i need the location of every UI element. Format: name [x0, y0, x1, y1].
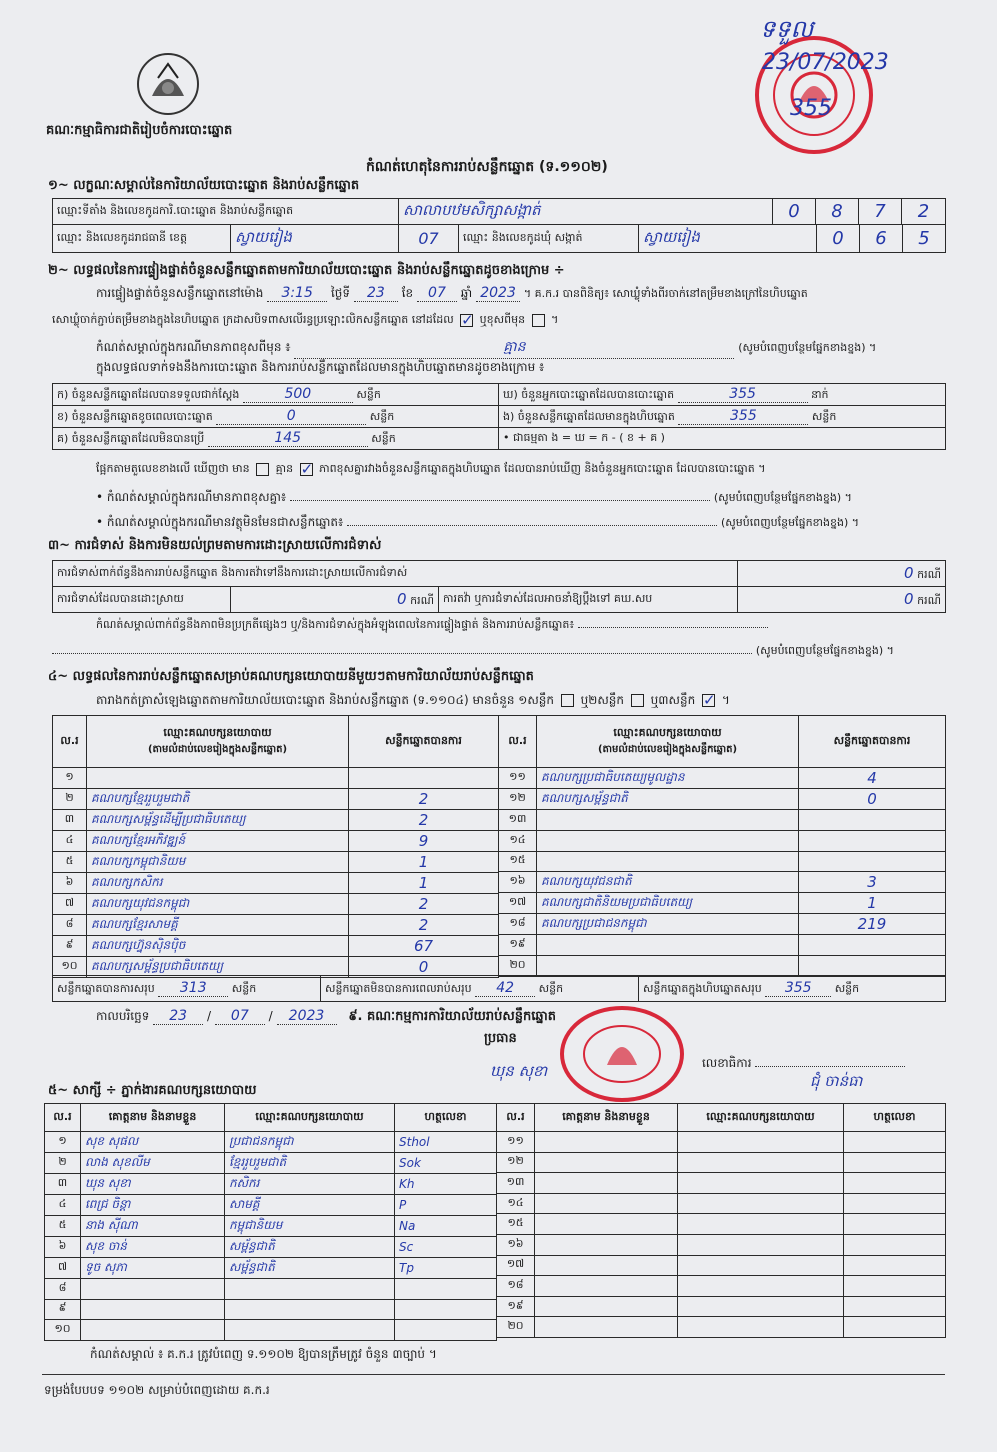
three-sheet-checkbox[interactable] [702, 694, 715, 707]
witness-row [497, 1234, 946, 1255]
witness-name [535, 1193, 678, 1214]
section4-heading: ៤~ លទ្ធផលនៃការរាប់សន្លឹកឆ្នោតសម្រាប់គណបក្សនយោបាយនីមួយៗតាមការិយាល័យរាប់សន្លឹកឆ្នោត [48, 669, 534, 684]
row-number: ៤ [53, 830, 87, 851]
discrepancy-yes-checkbox[interactable] [256, 463, 269, 476]
witness-row [45, 1153, 497, 1174]
witness-col-name: គោត្តនាម និងនាមខ្លួន [81, 1104, 225, 1132]
results-row [53, 768, 499, 789]
date-day: 23 [153, 1008, 203, 1025]
results-row [499, 851, 946, 872]
province-value: ស្វាយរៀង [231, 225, 399, 253]
date-line: កាលបរិច្ឆេទ 23 / 07 / 2023 ៩. គណៈកម្មការការិយាល័យរាប់សន្លឹកឆ្នោត [96, 1008, 556, 1024]
party-votes: 1 [349, 851, 499, 872]
party-votes [799, 935, 946, 956]
province-code: 07 [399, 225, 459, 253]
office-label: ៩. គណៈកម្មការការិយាល័យរាប់សន្លឹកឆ្នោត [348, 1009, 556, 1024]
row-number: ១៥ [497, 1214, 535, 1235]
witness-name [535, 1173, 678, 1194]
witness-party: សម្ព័ន្ធជាតិ [225, 1258, 395, 1279]
witness-row [45, 1174, 497, 1195]
witness-col-party: ឈ្មោះគណបក្សនយោបាយ [678, 1104, 844, 1132]
party-votes: 0 [799, 789, 946, 810]
witness-col-party: ឈ្មោះគណបក្សនយោបាយ [225, 1104, 395, 1132]
commune-code-digit: 6 [860, 225, 903, 253]
party-name: គណបក្សកម្ពុជានិយម [87, 851, 349, 872]
witness-party [678, 1234, 844, 1255]
party-votes [349, 768, 499, 789]
one-sheet-checkbox[interactable] [561, 694, 574, 707]
party-votes: 67 [349, 935, 499, 956]
witness-signature [844, 1234, 946, 1255]
party-name [537, 935, 799, 956]
witness-name [535, 1132, 678, 1153]
unchanged-checkbox[interactable] [460, 314, 473, 327]
chair-label: ប្រធាន [484, 1031, 517, 1046]
party-name: គណបក្សយុវជនកម្ពុជា [87, 893, 349, 914]
witness-party [225, 1279, 395, 1300]
row-number: ៦ [45, 1237, 81, 1258]
voters-voted: 355 [678, 386, 808, 403]
secretary-signature: ជុំ ចាន់ធា [810, 1072, 863, 1090]
witness-row [497, 1255, 946, 1276]
party-votes [799, 956, 946, 977]
witness-col-no: ល.រ [497, 1104, 535, 1132]
results-row [499, 830, 946, 851]
witness-name: លាង សុខលីម [81, 1153, 225, 1174]
results-row [499, 810, 946, 831]
row-number: ១៤ [497, 1193, 535, 1214]
witness-name [81, 1299, 225, 1320]
witness-name [81, 1279, 225, 1300]
witness-signature [844, 1276, 946, 1297]
commune-value: ស្វាយរៀង [639, 225, 817, 253]
witness-name [535, 1255, 678, 1276]
party-votes: 2 [349, 809, 499, 830]
results-row [499, 914, 946, 935]
row-number: ១៩ [497, 1296, 535, 1317]
row-number: ៩ [45, 1299, 81, 1320]
formula: • ជាធម្មតា ង = ឃ = ក - ( ខ + គ ) [499, 428, 946, 450]
change-note-line: កំណត់សម្គាល់ក្នុងករណីមានភាពខុសពីមុន ៖ គ្មាន (សូមបំពេញបន្ថែមផ្នែកខាងខ្នង) ។ [96, 337, 876, 359]
receipt-date: 23/07/2023 [762, 50, 889, 75]
section1-table [52, 198, 946, 225]
results-row [53, 914, 499, 935]
form-title: កំណត់ហេតុនៃការរាប់សន្លឹកឆ្នោត (ទ.១១០២) [366, 159, 608, 175]
row-number: ១៥ [499, 851, 537, 872]
party-name: គណបក្សសម្ព័ន្ធប្រជាធិបតេយ្យ [87, 956, 349, 977]
col-party: ឈ្មោះគណបក្សនយោបាយ (តាមលំដាប់លេខរៀងក្នុងសន្លឹកឆ្នោត) [537, 716, 799, 768]
row-number: ១៣ [497, 1173, 535, 1194]
witness-signature [844, 1214, 946, 1235]
org-name: គណៈកម្មាធិការជាតិរៀបចំការបោះឆ្នោត [46, 123, 233, 138]
witness-party [678, 1132, 844, 1153]
results-row [53, 788, 499, 809]
row-number: ៣ [45, 1174, 81, 1195]
receipt-title: ទទួល [760, 15, 814, 43]
station-label: ឈ្មោះទីតាំង និងលេខកូដការិ.បោះឆ្នោត និងរាប់សន្លឹកឆ្នោត [53, 199, 399, 225]
witness-name: ពេជ្រ ចិន្តា [81, 1195, 225, 1216]
witness-signature: Kh [395, 1174, 497, 1195]
row-number: ៤ [45, 1195, 81, 1216]
row-number: ១១ [499, 768, 537, 789]
ballot-count-table: ក) ចំនួនសន្លឹកឆ្នោតដែលបានទទួលជាក់ស្តែង 500 សន្លឹក ឃ) ចំនួនអ្នកបោះឆ្នោតដែលបានបោះឆ្នោត 355 នាក់ ខ) ចំនួនសន្លឹកឆ្នោតខូចពេលបោះឆ្នោត 0 សន្លឹក ង) ចំនួនសន្លឹកឆ្នោតដែលមានក្នុងហិបឆ្នោត 355 សន្លឹក គ) ចំនួនសន្លឹកឆ្នោតដែលមិនបានប្រើ 145 សន្លឹក • ជាធម្មតា ង = ឃ = ក - ( ខ + គ ) [52, 383, 946, 450]
witness-row [45, 1258, 497, 1279]
witness-name [535, 1276, 678, 1297]
results-row [53, 935, 499, 956]
party-votes [799, 851, 946, 872]
party-name: គណបក្សខ្មែរអភិវឌ្ឍន៍ [87, 830, 349, 851]
results-row [53, 851, 499, 872]
results-row [53, 830, 499, 851]
party-name: គណបក្សប្រជាធិបតេយ្យមូលដ្ឋាន [537, 768, 799, 789]
witness-party [678, 1152, 844, 1173]
party-votes: 9 [349, 830, 499, 851]
witness-row [497, 1193, 946, 1214]
results-table-left [52, 715, 499, 978]
row-number: ២ [53, 788, 87, 809]
party-votes: 219 [799, 914, 946, 935]
witness-col-name: គោត្តនាម និងនាមខ្លួន [535, 1104, 678, 1132]
witness-name: សុខ ចាន់ [81, 1237, 225, 1258]
witness-signature [844, 1296, 946, 1317]
row-number: ១០ [45, 1320, 81, 1341]
witness-party [678, 1276, 844, 1297]
witness-table-right [496, 1103, 946, 1338]
discrepancy-no-checkbox[interactable] [300, 463, 313, 476]
row-number: ២០ [499, 956, 537, 977]
witness-row [45, 1216, 497, 1237]
witness-table-left [44, 1103, 497, 1341]
witness-signature [844, 1317, 946, 1338]
verification-month: 07 [417, 285, 457, 302]
row-number: ១០ [53, 956, 87, 977]
party-votes: 4 [799, 768, 946, 789]
witness-party [678, 1317, 844, 1338]
row-number: ១៤ [499, 830, 537, 851]
witness-party: កម្ពុជានិយម [225, 1216, 395, 1237]
witness-row [45, 1320, 497, 1341]
row-number: ១ [45, 1132, 81, 1153]
total-invalid: 42 [475, 980, 535, 997]
station-code-digit: 8 [816, 199, 859, 225]
party-votes: 1 [349, 872, 499, 893]
secretary-line: លេខាធិការ [702, 1055, 905, 1073]
changed-checkbox[interactable] [532, 314, 545, 327]
total-valid: 313 [158, 980, 228, 997]
party-votes: 2 [349, 914, 499, 935]
complaints-table: ការជំទាស់ពាក់ព័ន្ធនឹងការរាប់សន្លឹកឆ្នោត និងការតវ៉ាទៅនឹងការដោះស្រាយលើការជំទាស់ 0 ករណី [52, 560, 946, 587]
row-number: ៥ [53, 851, 87, 872]
discrepancy-line: ផ្អែកតាមតួលេខខាងលើ ឃើញថា មាន គ្មាន ✓ ភាពខុសគ្នារវាងចំនួនសន្លឹកឆ្នោតក្នុងហិបឆ្នោត ដែលបានរាប់ឃើញ និងចំនួនអ្នកបោះឆ្នោត ដែលបានបោះឆ្នោត ។ [96, 462, 765, 478]
party-name: គណបក្សសម្ព័ន្ធជាតិ [537, 789, 799, 810]
row-number: ៨ [45, 1279, 81, 1300]
row-number: ៣ [53, 809, 87, 830]
witness-signature [844, 1193, 946, 1214]
commune-code-digit: 5 [903, 225, 946, 253]
verification-line: ការផ្ទៀងផ្ទាត់ចំនួនសន្លឹកឆ្នោតនៅម៉ោង 3:15 ថ្ងៃទី 23 ខែ 07 ឆ្នាំ 2023 ។ គ.ក.រ បានពិនិត្យ៖ សោឃ្លុំទាំងពីរចាក់នៅតម្រឹមខាងក្រៅនៃហិបឆ្នោត [96, 285, 808, 301]
witness-row [45, 1237, 497, 1258]
witness-row [497, 1214, 946, 1235]
party-votes [799, 810, 946, 831]
witness-signature [395, 1299, 497, 1320]
witness-signature [395, 1279, 497, 1300]
irregularity-note-line2: (សូមបំពេញបន្ថែមផ្នែកខាងខ្នង) ។ [52, 643, 894, 660]
witness-name [535, 1296, 678, 1317]
witness-party [225, 1320, 395, 1341]
chair-signature: ឃុន សុខា [490, 1062, 548, 1080]
witness-row [497, 1276, 946, 1297]
party-votes: 1 [799, 893, 946, 914]
witness-row [497, 1132, 946, 1153]
section1-table-row2 [52, 224, 946, 253]
commune-label: ឈ្មោះ និងលេខកូដឃុំ សង្កាត់ [459, 225, 639, 253]
witness-name: នាង ស៊ីណា [81, 1216, 225, 1237]
date-year: 2023 [277, 1008, 337, 1025]
office-stamp [560, 1006, 684, 1102]
footer-form: ទម្រង់បែបបទ ១១០២ សម្រាប់បំពេញដោយ គ.ក.រ [44, 1383, 270, 1397]
witness-name [535, 1152, 678, 1173]
station-value: សាលាបឋមសិក្សាសង្កាត់ [399, 199, 773, 225]
witness-signature: Na [395, 1216, 497, 1237]
results-row [53, 872, 499, 893]
row-number: ២០ [497, 1317, 535, 1338]
ballots-in-box: 355 [678, 408, 808, 425]
witness-row [497, 1317, 946, 1338]
results-table-right [498, 715, 946, 977]
results-row [499, 789, 946, 810]
tally-sheet-line: តារាងកត់ត្រាសំឡេងឆ្នោតតាមការិយាល័យបោះឆ្នោត និងរាប់សន្លឹកឆ្នោត (ទ.១១០៤) មានចំនួន ១សន្លឹក ឬ២សន្លឹក ឬ៣សន្លឹក ✓ ។ [96, 692, 730, 710]
appeal-count: 0 [904, 589, 914, 608]
province-label: ឈ្មោះ និងលេខកូដរាជធានី ខេត្ត [53, 225, 231, 253]
row-number: ១៨ [497, 1276, 535, 1297]
witness-row [45, 1279, 497, 1300]
row-number: ១៣ [499, 810, 537, 831]
results-row [499, 956, 946, 977]
row-number: ១ [53, 768, 87, 789]
witness-row [497, 1152, 946, 1173]
witness-col-sign: ហត្ថលេខា [844, 1104, 946, 1132]
witness-signature: Tp [395, 1258, 497, 1279]
witness-signature [844, 1255, 946, 1276]
witness-party: កសិករ [225, 1174, 395, 1195]
row-number: ៧ [45, 1258, 81, 1279]
party-name: គណបក្សជាតិនិយមប្រជាធិបតេយ្យ [537, 893, 799, 914]
witness-row [497, 1173, 946, 1194]
witness-party: ខ្មែររួបរួមជាតិ [225, 1153, 395, 1174]
witness-party [678, 1214, 844, 1235]
col-no: ល.រ [499, 716, 537, 768]
party-votes: 3 [799, 872, 946, 893]
ballots-received: 500 [243, 386, 353, 403]
receipt-number: 355 [790, 96, 832, 121]
witness-col-sign: ហត្ថលេខា [395, 1104, 497, 1132]
party-name [537, 810, 799, 831]
results-row [499, 872, 946, 893]
party-name: គណបក្សកសិករ [87, 872, 349, 893]
witness-name [535, 1317, 678, 1338]
complaints-table-row2: ការជំទាស់ដែលបានដោះស្រាយ 0 ករណី ការតវ៉ា ឬការជំទាស់ដែលអាចនាំឱ្យប្តឹងទៅ គឃ.សប 0 ករណី [52, 586, 946, 613]
row-number: ១២ [499, 789, 537, 810]
party-name: គណបក្សយុវជនជាតិ [537, 872, 799, 893]
witness-name [81, 1320, 225, 1341]
col-party: ឈ្មោះគណបក្សនយោបាយ (តាមលំដាប់លេខរៀងក្នុងសន្លឹកឆ្នោត) [87, 716, 349, 768]
witness-row [45, 1195, 497, 1216]
col-no: ល.រ [53, 716, 87, 768]
witness-row [497, 1296, 946, 1317]
results-row [499, 768, 946, 789]
witness-signature [395, 1320, 497, 1341]
ballots-spoiled: 0 [216, 408, 366, 425]
witness-row [45, 1132, 497, 1153]
witness-signature: Sc [395, 1237, 497, 1258]
witness-signature [844, 1173, 946, 1194]
totals-table: សន្លឹកឆ្នោតបានការសរុប 313 សន្លឹក សន្លឹកឆ្នោតមិនបានការពេលរាប់សរុប 42 សន្លឹក សន្លឹកឆ្នោតក្នុងហិបឆ្នោតសរុប 355 សន្លឹក [52, 975, 946, 1002]
emblem-icon [132, 48, 204, 118]
witness-party: សម្ព័ន្ធជាតិ [225, 1237, 395, 1258]
results-row [53, 893, 499, 914]
party-name [537, 956, 799, 977]
witness-signature [844, 1132, 946, 1153]
footer-divider [42, 1374, 945, 1375]
section1-heading: ១~ លក្ខណៈសម្គាល់នៃការិយាល័យបោះឆ្នោត និងរាប់សន្លឹកឆ្នោត [48, 178, 360, 193]
witness-party: សាមគ្គី [225, 1195, 395, 1216]
discrepancy-note: • កំណត់សម្គាល់ក្នុងករណីមានភាពខុសគ្នា៖ (សូមបំពេញបន្ថែមផ្នែកខាងខ្នង) ។ [96, 490, 852, 504]
resolved-label: ការជំទាស់ដែលបានដោះស្រាយ [53, 587, 231, 613]
party-votes: 2 [349, 893, 499, 914]
row-number: ៨ [53, 914, 87, 935]
witness-name [535, 1234, 678, 1255]
witness-party [225, 1299, 395, 1320]
party-name [537, 851, 799, 872]
party-votes: 2 [349, 788, 499, 809]
station-code-digit: 2 [902, 199, 946, 225]
witness-party: ប្រជាជនកម្ពុជា [225, 1132, 395, 1153]
verification-year: 2023 [476, 285, 520, 302]
witness-name: សុខ សុផល [81, 1132, 225, 1153]
irregularity-note: កំណត់សម្គាល់ពាក់ព័ន្ធនឹងភាពមិនប្រក្រតីផ្សេងៗ ឬ/និងការជំទាស់ក្នុងអំឡុងពេលនៃការផ្ទៀងផ្ទាត់ និងការរាប់សន្លឹកឆ្នោត៖ [96, 618, 768, 634]
row-number: ១៩ [499, 935, 537, 956]
row-number: ៧ [53, 893, 87, 914]
two-sheet-checkbox[interactable] [631, 694, 644, 707]
ballots-unused: 145 [208, 430, 368, 447]
section5-heading: ៥~ សាក្សី ÷ ភ្នាក់ងារគណបក្សនយោបាយ [48, 1083, 257, 1098]
witness-row [45, 1299, 497, 1320]
footer-note: កំណត់សម្គាល់ ៖ គ.ក.រ ត្រូវបំពេញ ទ.១១០២ ឱ្យបានត្រឹមត្រូវ ចំនួន ៣ច្បាប់ ។ [90, 1347, 437, 1361]
witness-signature: Sok [395, 1153, 497, 1174]
verification-time: 3:15 [267, 285, 327, 302]
party-name: គណបក្សប្រជាជនកម្ពុជា [537, 914, 799, 935]
row-number: ៦ [53, 872, 87, 893]
party-name [87, 768, 349, 789]
col-votes: សន្លឹកឆ្នោតបានការ [799, 716, 946, 768]
party-name: គណបក្សហ្វ៊ុនស៊ិនប៉ិច [87, 935, 349, 956]
row-number: ៩ [53, 935, 87, 956]
complaints-count: 0 [904, 563, 914, 582]
section2-heading: ២~ លទ្ធផលនៃការផ្ទៀងផ្ទាត់ចំនួនសន្លឹកឆ្នោតតាមការិយាល័យបោះឆ្នោត និងរាប់សន្លឹកឆ្នោតដូចខាងក្រោម ÷ [48, 263, 565, 278]
complaints-label: ការជំទាស់ពាក់ព័ន្ធនឹងការរាប់សន្លឹកឆ្នោត និងការតវ៉ាទៅនឹងការដោះស្រាយលើការជំទាស់ [53, 561, 738, 587]
change-note-value: គ្មាន [294, 337, 734, 359]
party-name: គណបក្សសម្ព័ន្ធដើម្បីប្រជាធិបតេយ្យ [87, 809, 349, 830]
foreign-object-note: • កំណត់សម្គាល់ក្នុងករណីមានវត្ថុមិនមែនជាសន្លឹកឆ្នោត៖ (សូមបំពេញបន្ថែមផ្នែកខាងខ្នង) ។ [96, 515, 860, 529]
appeal-label: ការតវ៉ា ឬការជំទាស់ដែលអាចនាំឱ្យប្តឹងទៅ គឃ.សប [439, 587, 738, 613]
results-intro: ក្នុងលទ្ធផលទាក់ទងនឹងការបោះឆ្នោត និងការរាប់សន្លឹកឆ្នោតដែលមានក្នុងហិបឆ្នោតមានដូចខាងក្រោម ៖ [96, 360, 545, 374]
row-number: ១២ [497, 1152, 535, 1173]
station-code-digit: 7 [859, 199, 902, 225]
party-name: គណបក្សខ្មែររួបរួមជាតិ [87, 788, 349, 809]
commune-code-digit: 0 [817, 225, 860, 253]
row-number: ១៦ [497, 1234, 535, 1255]
witness-name [535, 1214, 678, 1235]
seal-line: សោឃ្លុំចាក់ភ្ជាប់តម្រឹមខាងក្នុងនៃហិបឆ្នោត ក្រដាសបិទពាសលើរន្ធប្រឡោះលិកសន្លឹកឆ្នោត នៅដដែល ✓ ឬខុសពីមុន ។ [52, 313, 558, 329]
witness-signature: P [395, 1195, 497, 1216]
witness-signature: Sthol [395, 1132, 497, 1153]
row-number: ១៧ [497, 1255, 535, 1276]
witness-party [678, 1255, 844, 1276]
witness-name: ឃុន សុខា [81, 1174, 225, 1195]
date-month: 07 [215, 1008, 265, 1025]
results-row [499, 935, 946, 956]
party-name [537, 830, 799, 851]
row-number: ១៨ [499, 914, 537, 935]
verification-day: 23 [354, 285, 398, 302]
witness-party [678, 1193, 844, 1214]
results-row [499, 893, 946, 914]
section3-heading: ៣~ ការជំទាស់ និងការមិនយល់ព្រមតាមការដោះស្រាយលើការជំទាស់ [48, 538, 382, 553]
witness-party [678, 1173, 844, 1194]
party-name: គណបក្សខ្មែរសាមគ្គី [87, 914, 349, 935]
results-row [53, 809, 499, 830]
witness-col-no: ល.រ [45, 1104, 81, 1132]
witness-signature [844, 1152, 946, 1173]
row-number: ២ [45, 1153, 81, 1174]
party-votes [799, 830, 946, 851]
row-number: ១៦ [499, 872, 537, 893]
col-votes: សន្លឹកឆ្នោតបានការ [349, 716, 499, 768]
row-number: ៥ [45, 1216, 81, 1237]
party-votes: 0 [349, 956, 499, 977]
witness-party [678, 1296, 844, 1317]
resolved-count: 0 [397, 589, 407, 608]
row-number: ១៧ [499, 893, 537, 914]
row-number: ១១ [497, 1132, 535, 1153]
total-in-box: 355 [765, 980, 831, 997]
witness-name: ទូច សុភា [81, 1258, 225, 1279]
station-code-digit: 0 [773, 199, 816, 225]
